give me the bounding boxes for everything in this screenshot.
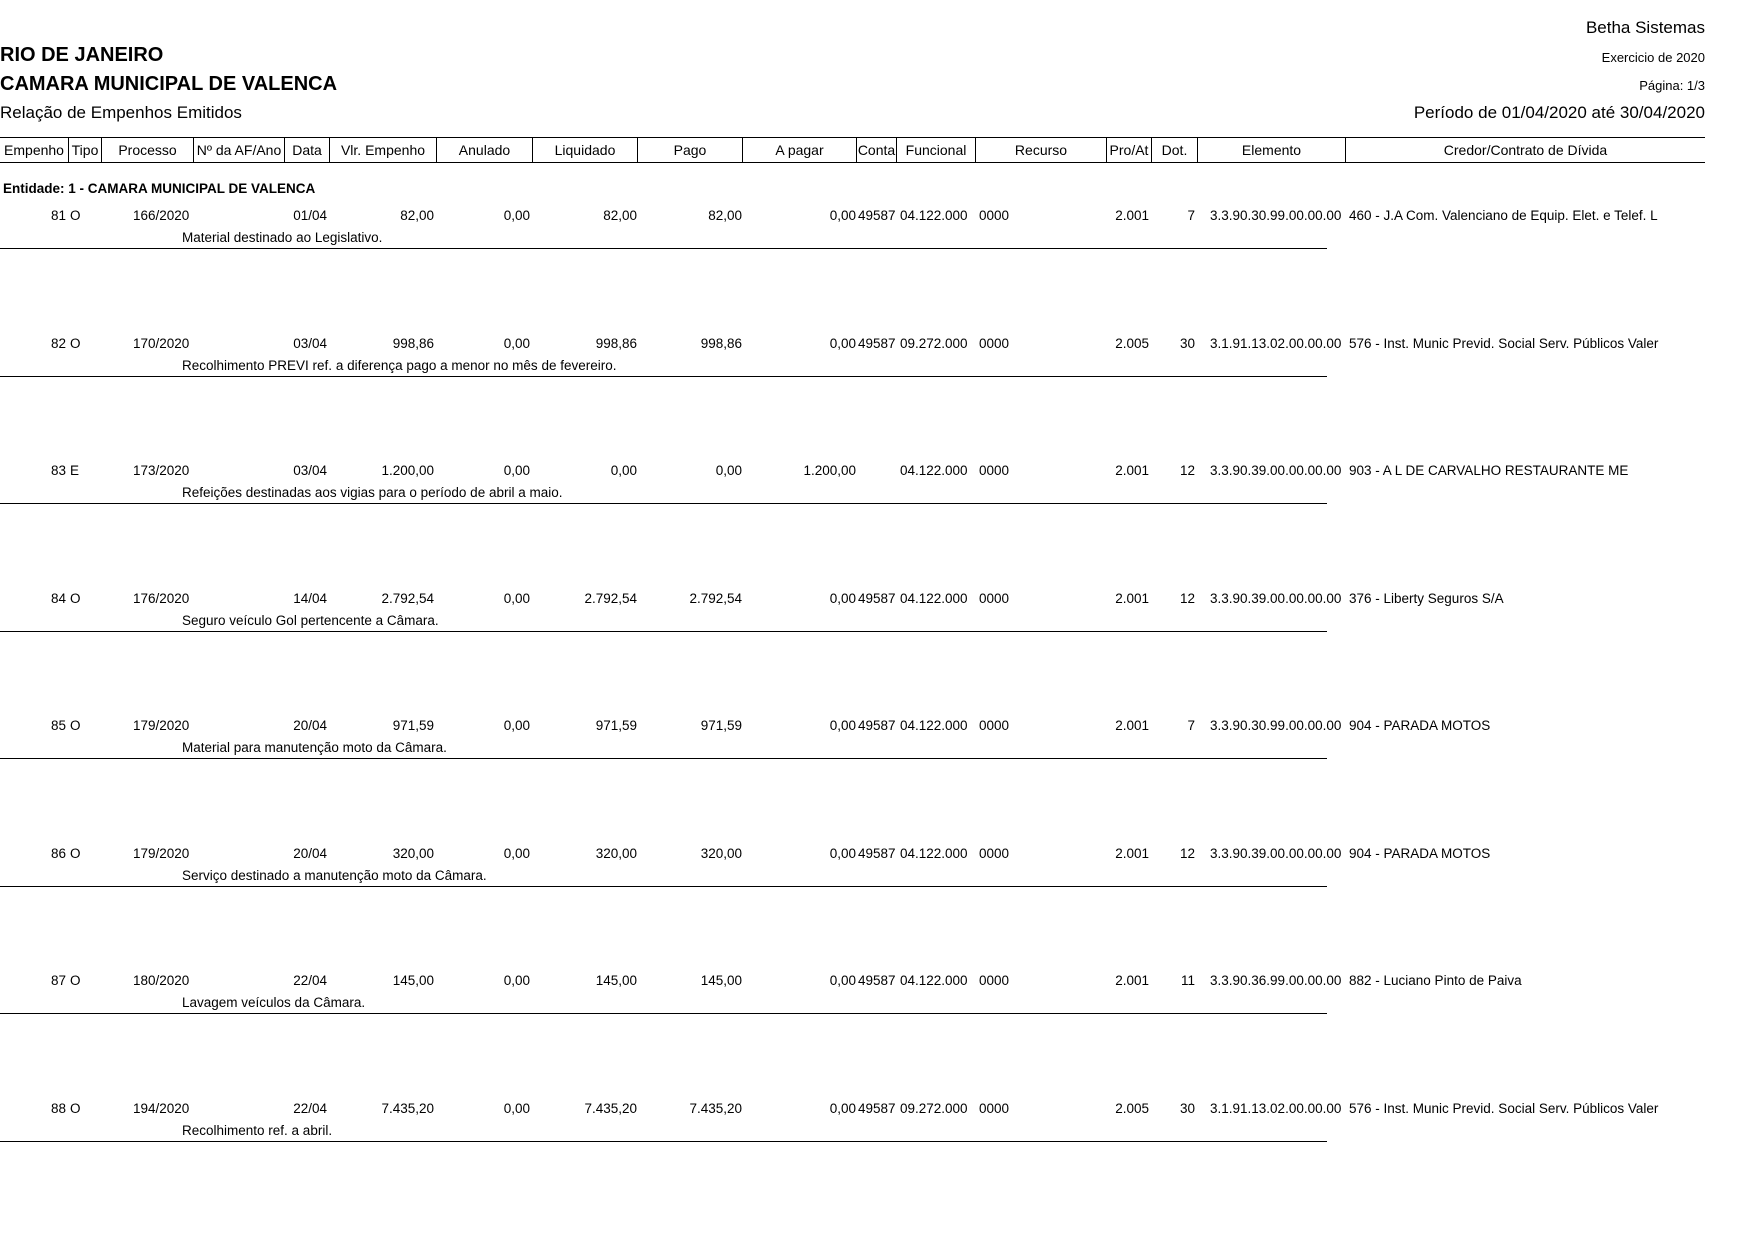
- cell-recurso: 0000: [979, 846, 1010, 861]
- cell-elemento: 3.3.90.30.99.00.00.00: [1210, 208, 1342, 223]
- col-data: Data: [285, 138, 330, 162]
- cell-a-pagar: 0,00: [829, 1101, 856, 1116]
- col-processo: Processo: [102, 138, 194, 162]
- cell-anulado: 0,00: [503, 336, 530, 351]
- cell-elemento: 3.3.90.39.00.00.00.00: [1210, 463, 1342, 478]
- cell-pro-at: 2.001: [1115, 718, 1149, 733]
- col-recurso: Recurso: [976, 138, 1107, 162]
- cell-anulado: 0,00: [503, 846, 530, 861]
- cell-conta: 49587: [858, 336, 896, 351]
- cell-pago: 0,00: [715, 463, 742, 478]
- company-name: Betha Sistemas: [1585, 18, 1705, 37]
- cell-a-pagar: 0,00: [829, 846, 856, 861]
- cell-processo: 194/2020: [133, 1101, 190, 1116]
- cell-liquidado: 2.792,54: [584, 591, 637, 606]
- cell-vlr-empenho: 145,00: [392, 973, 434, 988]
- record-separator: [0, 1013, 1327, 1014]
- record-separator: [0, 376, 1327, 377]
- col-funcional: Funcional: [897, 138, 976, 162]
- cell-data: 03/04: [293, 336, 327, 351]
- cell-processo: 179/2020: [133, 718, 190, 733]
- cell-pago: 2.792,54: [689, 591, 742, 606]
- cell-tipo: O: [70, 718, 81, 733]
- entity-title: CAMARA MUNICIPAL DE VALENCA: [0, 73, 338, 95]
- cell-funcional: 04.122.000: [900, 208, 968, 223]
- cell-processo: 179/2020: [133, 846, 190, 861]
- cell-a-pagar: 0,00: [829, 591, 856, 606]
- cell-anulado: 0,00: [503, 973, 530, 988]
- cell-pago: 971,59: [700, 718, 742, 733]
- col-pro-at: Pro/At: [1107, 138, 1152, 162]
- cell-liquidado: 971,59: [595, 718, 637, 733]
- cell-data: 22/04: [293, 973, 327, 988]
- record-separator: [0, 1141, 1327, 1142]
- cell-pago: 82,00: [708, 208, 742, 223]
- cell-conta: 49587: [858, 718, 896, 733]
- cell-elemento: 3.3.90.39.00.00.00.00: [1210, 846, 1342, 861]
- cell-recurso: 0000: [979, 973, 1010, 988]
- cell-tipo: O: [70, 1101, 81, 1116]
- cell-recurso: 0000: [979, 208, 1010, 223]
- cell-vlr-empenho: 998,86: [392, 336, 434, 351]
- cell-data: 20/04: [293, 718, 327, 733]
- cell-pro-at: 2.005: [1115, 1101, 1149, 1116]
- cell-liquidado: 82,00: [603, 208, 637, 223]
- cell-historico: Lavagem veículos da Câmara.: [182, 995, 366, 1010]
- cell-liquidado: 320,00: [595, 846, 637, 861]
- cell-vlr-empenho: 82,00: [400, 208, 434, 223]
- cell-empenho: 84: [50, 591, 66, 606]
- cell-conta: 49587: [858, 973, 896, 988]
- cell-liquidado: 0,00: [610, 463, 637, 478]
- cell-credor: 904 - PARADA MOTOS: [1349, 718, 1491, 733]
- cell-anulado: 0,00: [503, 463, 530, 478]
- cell-elemento: 3.1.91.13.02.00.00.00: [1210, 336, 1342, 351]
- cell-processo: 173/2020: [133, 463, 190, 478]
- cell-data: 22/04: [293, 1101, 327, 1116]
- col-elemento: Elemento: [1198, 138, 1346, 162]
- cell-pro-at: 2.001: [1115, 846, 1149, 861]
- cell-anulado: 0,00: [503, 591, 530, 606]
- cell-elemento: 3.3.90.36.99.00.00.00: [1210, 973, 1342, 988]
- col-pago: Pago: [638, 138, 743, 162]
- cell-empenho: 81: [50, 208, 66, 223]
- col-empenho: Empenho: [0, 138, 69, 162]
- record-separator: [0, 886, 1327, 887]
- cell-pago: 145,00: [700, 973, 742, 988]
- cell-pago: 320,00: [700, 846, 742, 861]
- cell-processo: 180/2020: [133, 973, 190, 988]
- cell-empenho: 83: [50, 463, 66, 478]
- cell-pro-at: 2.001: [1115, 463, 1149, 478]
- cell-anulado: 0,00: [503, 1101, 530, 1116]
- cell-credor: 903 - A L DE CARVALHO RESTAURANTE ME: [1349, 463, 1629, 478]
- cell-recurso: 0000: [979, 1101, 1010, 1116]
- cell-funcional: 09.272.000: [900, 1101, 968, 1116]
- cell-funcional: 04.122.000: [900, 718, 968, 733]
- cell-historico: Serviço destinado a manutenção moto da Câmara.: [182, 868, 487, 883]
- cell-historico: Recolhimento PREVI ref. a diferença pago a menor no mês de fevereiro.: [182, 358, 617, 373]
- cell-credor: 576 - Inst. Munic Previd. Social Serv. Públicos Valer: [1349, 336, 1659, 351]
- cell-dot: 30: [1179, 1101, 1195, 1116]
- col-tipo: Tipo: [69, 138, 102, 162]
- entidade-label: Entidade: 1 - CAMARA MUNICIPAL DE VALENCA: [3, 181, 316, 196]
- cell-dot: 30: [1179, 336, 1195, 351]
- cell-a-pagar: 0,00: [829, 718, 856, 733]
- cell-vlr-empenho: 971,59: [392, 718, 434, 733]
- cell-liquidado: 7.435,20: [584, 1101, 637, 1116]
- col-vlr-empenho: Vlr. Empenho: [330, 138, 437, 162]
- col-anulado: Anulado: [437, 138, 533, 162]
- cell-data: 03/04: [293, 463, 327, 478]
- col-a-pagar: A pagar: [743, 138, 857, 162]
- cell-processo: 176/2020: [133, 591, 190, 606]
- cell-conta: 49587: [858, 208, 896, 223]
- exercise-label: Exercicio de 2020: [1601, 50, 1705, 65]
- cell-historico: Refeições destinadas aos vigias para o período de abril a maio.: [182, 485, 563, 500]
- cell-vlr-empenho: 2.792,54: [381, 591, 434, 606]
- cell-tipo: O: [70, 846, 81, 861]
- cell-a-pagar: 1.200,00: [803, 463, 856, 478]
- record-separator: [0, 631, 1327, 632]
- cell-dot: 11: [1180, 973, 1195, 988]
- cell-funcional: 04.122.000: [900, 846, 968, 861]
- cell-recurso: 0000: [979, 463, 1010, 478]
- cell-conta: 49587: [858, 846, 896, 861]
- cell-conta: 49587: [858, 1101, 896, 1116]
- cell-anulado: 0,00: [503, 208, 530, 223]
- cell-tipo: E: [70, 463, 80, 478]
- cell-funcional: 09.272.000: [900, 336, 968, 351]
- cell-data: 01/04: [293, 208, 327, 223]
- record-separator: [0, 758, 1327, 759]
- cell-liquidado: 145,00: [595, 973, 637, 988]
- cell-dot: 12: [1179, 591, 1195, 606]
- cell-historico: Material destinado ao Legislativo.: [182, 230, 383, 245]
- cell-elemento: 3.3.90.30.99.00.00.00: [1210, 718, 1342, 733]
- cell-pro-at: 2.001: [1115, 591, 1149, 606]
- cell-tipo: O: [70, 973, 81, 988]
- col-liquidado: Liquidado: [533, 138, 638, 162]
- cell-empenho: 82: [50, 336, 66, 351]
- cell-dot: 12: [1179, 846, 1195, 861]
- cell-funcional: 04.122.000: [900, 973, 968, 988]
- cell-recurso: 0000: [979, 718, 1010, 733]
- cell-funcional: 04.122.000: [900, 591, 968, 606]
- cell-a-pagar: 0,00: [829, 973, 856, 988]
- cell-anulado: 0,00: [503, 718, 530, 733]
- cell-tipo: O: [70, 591, 81, 606]
- cell-empenho: 86: [50, 846, 66, 861]
- col-credor: Credor/Contrato de Dívida: [1443, 142, 1608, 158]
- cell-pago: 998,86: [700, 336, 742, 351]
- cell-historico: Seguro veículo Gol pertencente a Câmara.: [182, 613, 439, 628]
- cell-pro-at: 2.001: [1115, 973, 1149, 988]
- cell-dot: 12: [1179, 463, 1195, 478]
- cell-pro-at: 2.001: [1115, 208, 1149, 223]
- cell-data: 14/04: [293, 591, 327, 606]
- cell-recurso: 0000: [979, 336, 1010, 351]
- cell-tipo: O: [70, 336, 81, 351]
- cell-a-pagar: 0,00: [829, 208, 856, 223]
- cell-historico: Material para manutenção moto da Câmara.: [182, 740, 447, 755]
- cell-vlr-empenho: 1.200,00: [381, 463, 434, 478]
- cell-historico: Recolhimento ref. a abril.: [182, 1123, 333, 1138]
- cell-conta: 49587: [858, 591, 896, 606]
- cell-funcional: 04.122.000: [900, 463, 968, 478]
- period-label: Período de 01/04/2020 até 30/04/2020: [1413, 103, 1705, 122]
- cell-pago: 7.435,20: [689, 1101, 742, 1116]
- cell-processo: 170/2020: [133, 336, 190, 351]
- cell-a-pagar: 0,00: [829, 336, 856, 351]
- cell-empenho: 87: [50, 973, 66, 988]
- col-conta: Conta: [857, 138, 897, 162]
- cell-recurso: 0000: [979, 591, 1010, 606]
- cell-liquidado: 998,86: [595, 336, 637, 351]
- report-title: Relação de Empenhos Emitidos: [0, 103, 242, 122]
- col-dot: Dot.: [1152, 138, 1198, 162]
- cell-credor: 882 - Luciano Pinto de Paiva: [1349, 973, 1522, 988]
- cell-vlr-empenho: 7.435,20: [381, 1101, 434, 1116]
- cell-credor: 460 - J.A Com. Valenciano de Equip. Elet. e Telef. L: [1349, 208, 1658, 223]
- cell-credor: 904 - PARADA MOTOS: [1349, 846, 1491, 861]
- cell-processo: 166/2020: [133, 208, 190, 223]
- cell-data: 20/04: [293, 846, 327, 861]
- record-separator: [0, 248, 1327, 249]
- col-af-ano: Nº da AF/Ano: [194, 138, 285, 162]
- cell-credor: 576 - Inst. Munic Previd. Social Serv. Públicos Valer: [1349, 1101, 1659, 1116]
- cell-elemento: 3.1.91.13.02.00.00.00: [1210, 1101, 1342, 1116]
- cell-pro-at: 2.005: [1115, 336, 1149, 351]
- table-header-bottom-rule: [0, 162, 1705, 163]
- cell-tipo: O: [70, 208, 81, 223]
- record-separator: [0, 503, 1327, 504]
- state-title: RIO DE JANEIRO: [0, 44, 164, 66]
- cell-elemento: 3.3.90.39.00.00.00.00: [1210, 591, 1342, 606]
- cell-dot: 7: [1187, 718, 1195, 733]
- cell-credor: 376 - Liberty Seguros S/A: [1349, 591, 1504, 606]
- cell-empenho: 85: [50, 718, 66, 733]
- page-number: Página: 1/3: [1639, 78, 1705, 93]
- cell-vlr-empenho: 320,00: [392, 846, 434, 861]
- cell-dot: 7: [1187, 208, 1195, 223]
- cell-empenho: 88: [50, 1101, 66, 1116]
